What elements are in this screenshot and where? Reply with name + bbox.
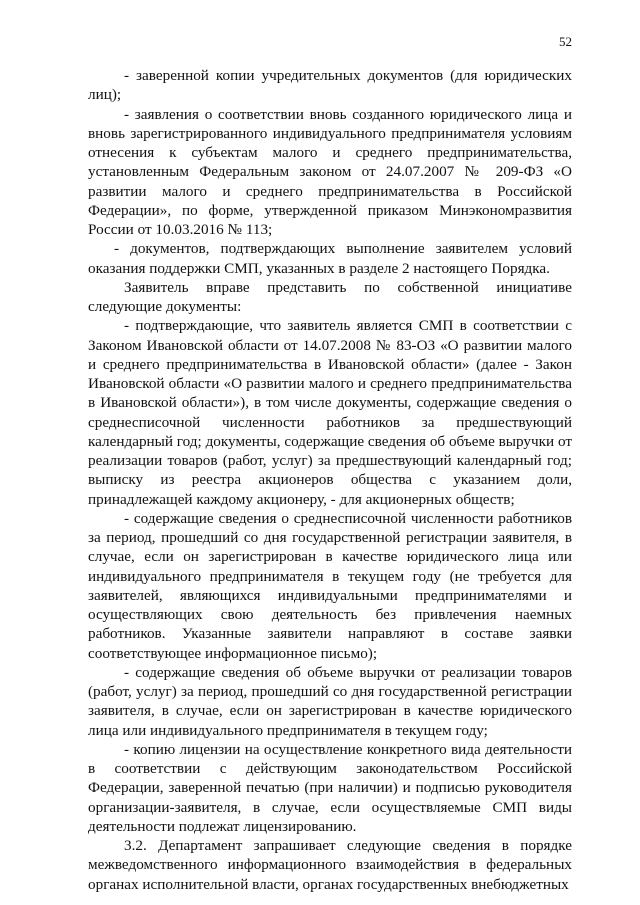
paragraph-own-initiative: Заявитель вправе представить по собственной инициативе следующие документы: <box>88 278 572 315</box>
paragraph-license-copy: - копию лицензии на осуществление конкретного вида деятельности в соответствии с действующим законодательством Российской Федерации, заверенной печатью (при наличии) и подписью руководителя организации-заявителя, в случае, если осуществляемые СМП виды деятельности подлежат лицензированию. <box>88 740 572 835</box>
paragraph-section-3-2: 3.2. Департамент запрашивает следующие сведения в порядке межведомственного информационного взаимодействия в федеральных органах исполнительной власти, органах государственных внебюджетных <box>88 837 572 893</box>
paragraph-employee-count: - содержащие сведения о среднесписочной численности работников за период, прошедший со дня государственной регистрации заявителя, в случае, если он зарегистрирован в качестве юридического лица или индивидуального предпринимателя в текущем году (не требуется для заявителей, являющихся индивидуальными предпринимателями и осуществляющих свою деятельность без привлечения наемных работников. Указанные заявители направляют в составе заявки соответствующее информационное письмо); <box>88 509 572 662</box>
page-number: 52 <box>559 34 572 49</box>
paragraph-compliance-statement: - заявления о соответствии вновь созданного юридического лица и вновь зарегистрированного индивидуального предпринимателя условиям отнесения к субъектам малого и среднего предпринимательства, установленным Федеральным законом от 24.07.2007 № 209-ФЗ «О развитии малого и среднего предпринимательства в Российской Федерации», по форме, утвержденной приказом Минэкономразвития России от 10.03.2016 № 113; <box>88 105 572 238</box>
paragraph-smp-confirmation: - подтверждающие, что заявитель является СМП в соответствии с Законом Ивановской области от 14.07.2008 № 83-ОЗ «О развитии малого и среднего предпринимательства в Ивановской области» (далее - Закон Ивановской области «О развитии малого и среднего предпринимательства в Ивановской области»), в том числе документы, содержащие сведения о среднесписочной численности работников за предшествующий календарный год; документы, содержащие сведения об объеме выручки от реализации товаров (работ, услуг) за предшествующий календарный год; выписку из реестра акционеров общества с указанием доли, принадлежащей каждому акционеру, - для акционерных обществ; <box>88 317 572 508</box>
paragraph-certified-copies: - заверенной копии учредительных документов (для юридических лиц); <box>88 67 572 104</box>
paragraph-conditions-documents: - документов, подтверждающих выполнение заявителем условий оказания поддержки СМП, указанных в разделе 2 настоящего Порядка. <box>88 240 572 277</box>
paragraph-revenue: - содержащие сведения об объеме выручки от реализации товаров (работ, услуг) за период, прошедший со дня государственной регистрации заявителя, в случае, если он зарегистрирован в качестве юридического лица или индивидуального предпринимателя в текущем году; <box>88 663 572 739</box>
document-body <box>88 66 572 894</box>
